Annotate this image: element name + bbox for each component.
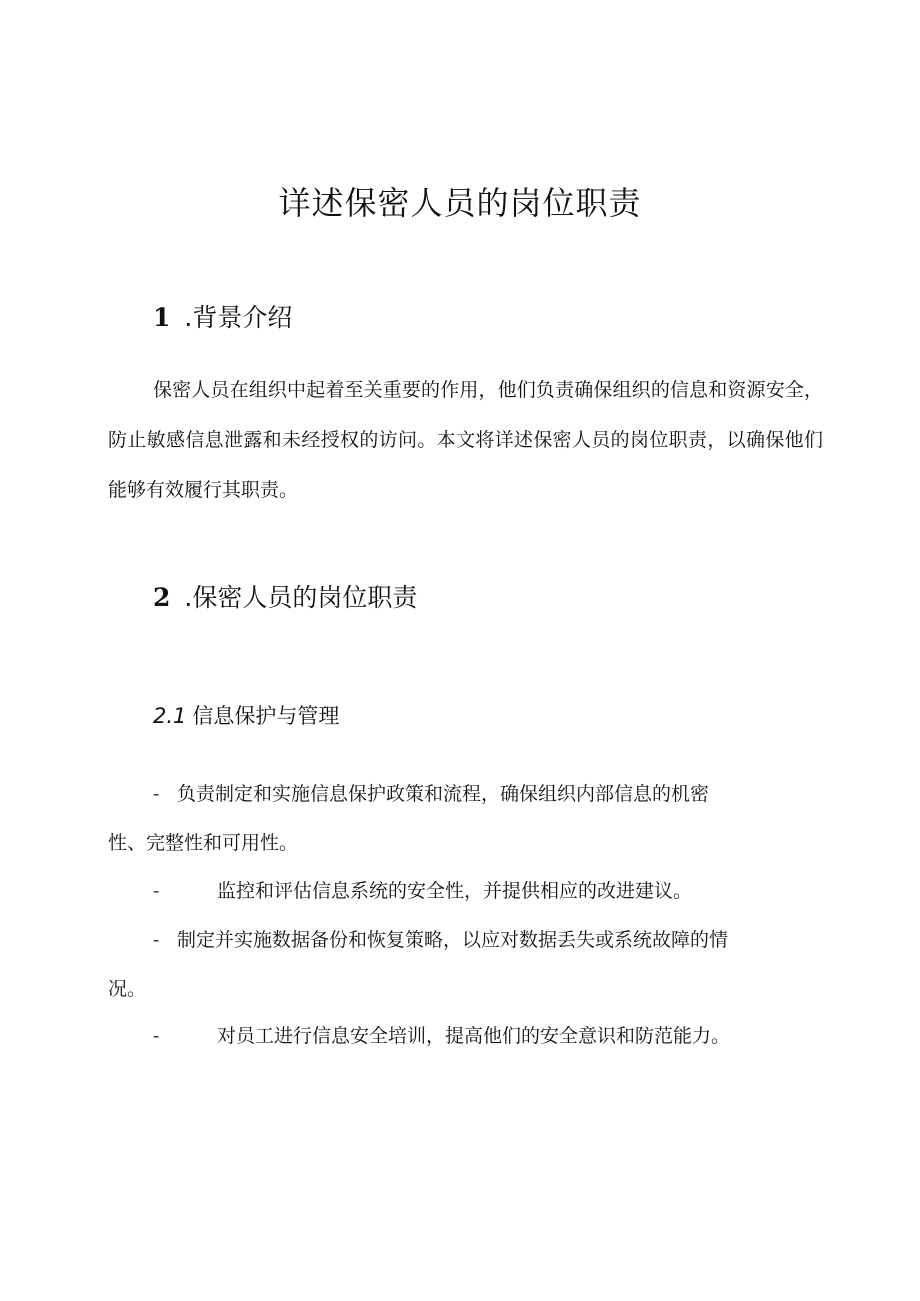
section-2-number: 2	[153, 583, 171, 612]
list-item	[108, 867, 823, 916]
document-title: 详述保密人员的岗位职责	[278, 184, 642, 222]
section-2-title: .保密人员的岗位职责	[184, 583, 418, 612]
subsection-2-1-title: 信息保护与管理	[192, 704, 340, 728]
bullet-dash: -	[153, 929, 160, 951]
subsection-2-1-number: 2.1	[153, 704, 187, 728]
bullet-dash: -	[153, 783, 160, 805]
list-item-text-continued: 况。	[108, 978, 147, 1000]
list-item	[108, 770, 823, 868]
list-item-text: 制定并实施数据备份和恢复策略，以应对数据丢失或系统故障的情	[177, 929, 729, 951]
section-1-heading	[153, 298, 292, 334]
list-item-text: 负责制定和实施信息保护政策和流程，确保组织内部信息的机密	[177, 783, 710, 805]
list-item	[108, 1012, 823, 1061]
bullet-dash: -	[153, 880, 160, 902]
list-item	[108, 916, 823, 1014]
list-item-text: 对员工进行信息安全培训，提高他们的安全意识和防范能力。	[217, 1025, 731, 1047]
section-1-number: 1	[153, 303, 171, 332]
subsection-2-1-heading	[153, 700, 339, 730]
list-item-text-continued: 性、完整性和可用性。	[108, 832, 299, 854]
list-item-text: 监控和评估信息系统的安全性，并提供相应的改进建议。	[217, 880, 693, 902]
section-2-heading	[153, 578, 417, 614]
section-1-paragraph: 保密人员在组织中起着至关重要的作用，他们负责确保组织的信息和资源安全，防止敏感信息泄露和未经授权的访问。本文将详述保密人员的岗位职责，以确保他们能够有效履行其职责。	[108, 379, 823, 501]
bullet-dash: -	[153, 1025, 160, 1047]
section-1-title: .背景介绍	[184, 303, 293, 332]
